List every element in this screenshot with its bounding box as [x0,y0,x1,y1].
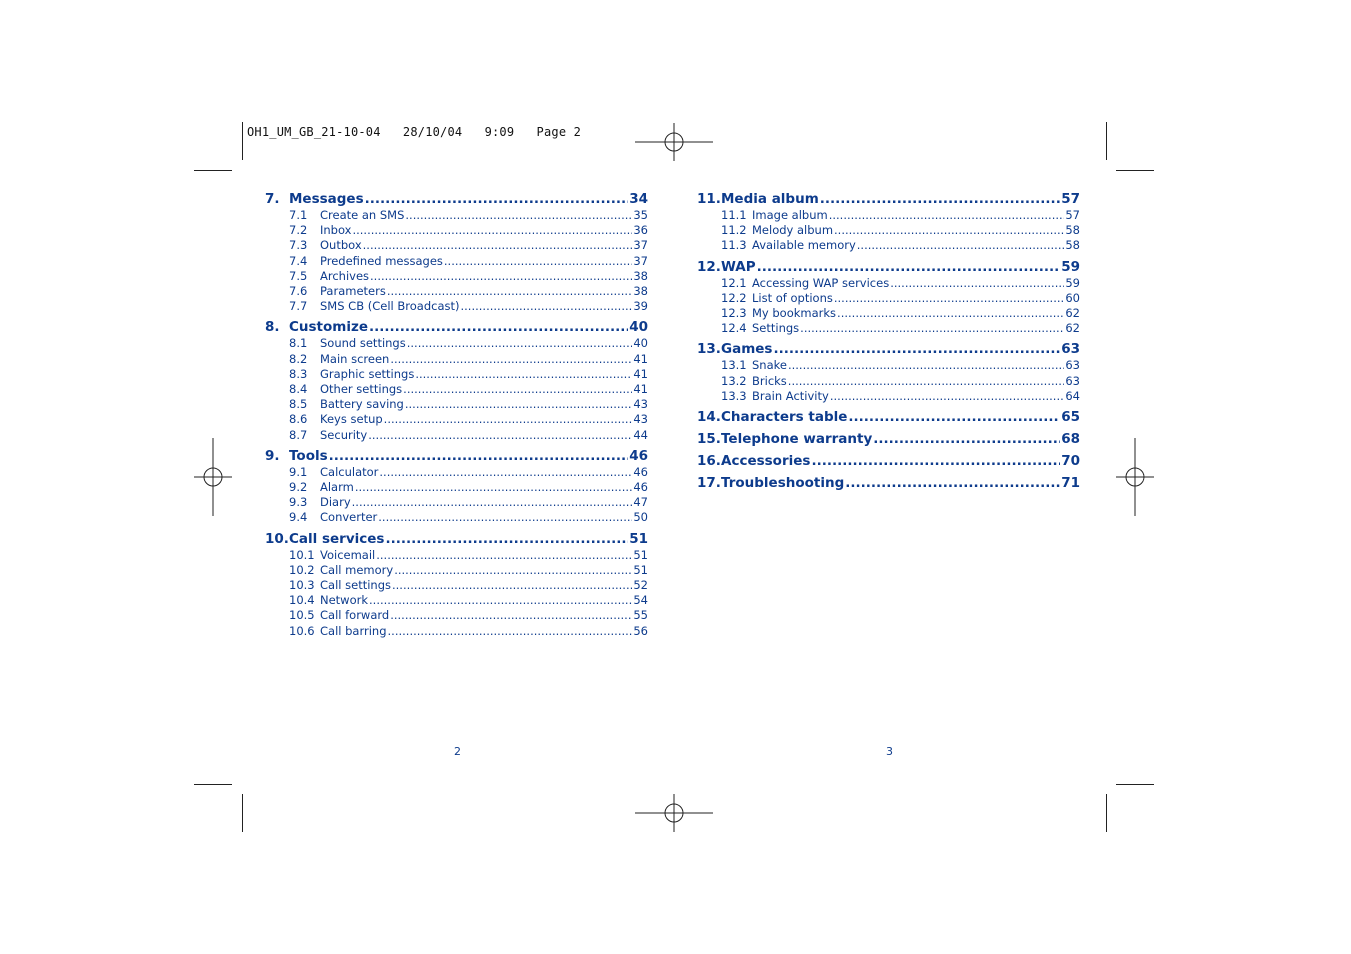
subsection-title: Snake [752,358,787,373]
toc-subsection-entry[interactable] [265,608,648,623]
toc-subsection-entry[interactable] [265,367,648,382]
toc-subsection-entry[interactable] [265,624,648,639]
dot-leader [405,397,633,412]
toc-subsection-entry[interactable] [697,223,1080,238]
subsection-page: 41 [633,382,648,397]
toc-subsection-entry[interactable] [265,299,648,314]
page-number-right: 3 [886,745,893,758]
section-title: Customize [289,319,368,336]
dot-leader [890,276,1064,291]
section-title: Accessories [721,453,811,470]
subsection-number: 7.3 [289,238,308,253]
section-page: 63 [1061,341,1080,358]
subsection-number: 8.6 [289,412,308,427]
subsection-page: 41 [633,366,648,381]
subsection-number: 7.6 [289,284,308,299]
subsection-number: 8.7 [289,427,308,442]
toc-subsection-entry[interactable] [697,208,1080,223]
subsection-page: 40 [633,336,648,351]
subsection-number: 8.1 [289,336,308,351]
dot-leader [837,306,1064,321]
section-page: 70 [1061,453,1080,470]
dot-leader [352,223,632,238]
section-number: 8. [265,319,280,336]
dot-leader [405,208,632,223]
dot-leader [394,563,632,578]
dot-leader [376,548,632,563]
subsection-number: 12.1 [721,275,747,290]
dot-leader [370,269,632,284]
subsection-page: 46 [633,480,648,495]
toc-section-entry[interactable] [697,430,1080,448]
subsection-page: 55 [633,608,648,623]
subsection-number: 9.1 [289,464,308,479]
toc-subsection-entry[interactable] [265,480,648,495]
dot-leader [820,190,1060,208]
toc-subsection-entry[interactable] [265,208,648,223]
subsection-title: Keys setup [320,412,383,427]
section-page: 57 [1061,191,1080,207]
subsection-page: 51 [633,547,648,562]
subsection-title: Converter [320,510,378,525]
subsection-title: Security [320,427,368,442]
toc-subsection-entry[interactable] [697,321,1080,336]
subsection-title: Inbox [320,223,352,238]
dot-leader [329,447,629,465]
subsection-page: 54 [633,593,648,608]
dot-leader [444,254,632,269]
subsection-number: 9.2 [289,480,308,495]
toc-subsection-entry[interactable] [265,397,648,412]
subsection-title: Voicemail [320,547,376,562]
toc-subsection-entry[interactable] [697,276,1080,291]
subsection-title: Graphic settings [320,366,415,381]
toc-subsection-entry[interactable] [265,269,648,284]
subsection-title: Parameters [320,284,386,299]
section-number: 9. [265,447,280,464]
subsection-page: 35 [633,208,648,222]
subsection-number: 7.4 [289,253,308,268]
subsection-title: Call memory [320,562,394,577]
subsection-page: 36 [633,223,648,238]
dot-leader [773,340,1060,358]
section-title: Telephone warranty [721,431,873,448]
section-page: 71 [1061,475,1080,492]
subsection-title: Accessing WAP services [752,275,890,290]
toc-subsection-entry[interactable] [265,495,648,510]
subsection-number: 13.2 [721,373,747,388]
toc-section-entry[interactable] [697,452,1080,470]
subsection-number: 10.6 [289,623,315,638]
toc-subsection-entry[interactable] [697,291,1080,306]
subsection-number: 10.3 [289,578,315,593]
subsection-title: Call forward [320,608,390,623]
registration-mark-icon [635,103,713,181]
section-page: 65 [1061,409,1080,426]
dot-leader [378,510,632,525]
subsection-number: 12.3 [721,306,747,321]
registration-mark-icon [174,438,252,516]
section-number: 15. [697,431,721,448]
crop-mark [242,122,243,160]
section-number: 11. [697,191,721,207]
toc-subsection-entry[interactable] [265,254,648,269]
subsection-title: Alarm [320,480,354,495]
subsection-page: 56 [633,623,648,638]
subsection-title: Battery saving [320,397,404,412]
dot-leader [407,336,633,351]
subsection-page: 52 [633,578,648,593]
section-number: 13. [697,341,721,358]
dot-leader [355,480,633,495]
subsection-number: 11.1 [721,208,747,222]
dot-leader [368,428,632,443]
dot-leader [384,412,633,427]
dot-leader [834,223,1064,238]
dot-leader [788,358,1064,373]
toc-section-entry[interactable] [697,474,1080,492]
subsection-title: Available memory [752,238,856,253]
dot-leader [392,578,632,593]
dot-leader [369,318,628,336]
registration-mark-icon [1096,438,1174,516]
section-title: Call services [289,530,385,547]
subsection-number: 7.5 [289,268,308,283]
subsection-page: 37 [633,238,648,253]
dot-leader [829,208,1065,223]
subsection-title: Predefined messages [320,253,443,268]
subsection-page: 37 [633,253,648,268]
subsection-page: 60 [1065,290,1080,305]
subsection-title: Archives [320,268,370,283]
dot-leader [845,474,1060,492]
subsection-page: 64 [1065,388,1080,403]
subsection-page: 57 [1065,208,1080,222]
toc-subsection-entry[interactable] [265,382,648,397]
subsection-title: List of options [752,290,833,305]
subsection-number: 8.5 [289,397,308,412]
dot-leader [365,190,629,208]
toc-subsection-entry[interactable] [265,548,648,563]
section-page: 59 [1061,258,1080,275]
subsection-number: 7.7 [289,299,308,314]
subsection-page: 63 [1065,358,1080,373]
subsection-number: 10.2 [289,562,315,577]
subsection-title: Other settings [320,382,403,397]
subsection-page: 39 [633,299,648,314]
subsection-title: SMS CB (Cell Broadcast) [320,299,460,314]
subsection-title: Create an SMS [320,208,405,222]
crop-mark [1116,784,1154,785]
subsection-page: 62 [1065,321,1080,336]
print-slug-header: OH1_UM_GB_21-10-04 28/10/04 9:09 Page 2 [247,125,582,139]
toc-section-entry[interactable] [265,318,648,336]
section-page: 51 [629,530,648,547]
subsection-page: 50 [633,510,648,525]
toc-subsection-entry[interactable] [697,389,1080,404]
toc-subsection-entry[interactable] [265,428,648,443]
subsection-page: 59 [1065,275,1080,290]
dot-leader [811,452,1060,470]
subsection-title: Main screen [320,351,390,366]
toc-section-entry[interactable] [265,190,648,208]
toc-subsection-entry[interactable] [265,412,648,427]
section-title: Characters table [721,409,848,426]
toc-left-column [265,190,648,639]
section-number: 14. [697,409,721,426]
section-title: Messages [289,191,364,207]
subsection-number: 13.3 [721,388,747,403]
subsection-title: Settings [752,321,800,336]
page-number-left: 2 [454,745,461,758]
subsection-number: 9.3 [289,495,308,510]
toc-subsection-entry[interactable] [265,352,648,367]
dot-leader [403,382,632,397]
toc-subsection-entry[interactable] [265,223,648,238]
toc-subsection-entry[interactable] [265,563,648,578]
subsection-number: 8.3 [289,366,308,381]
toc-subsection-entry[interactable] [265,284,648,299]
subsection-title: Image album [752,208,828,222]
subsection-page: 38 [633,284,648,299]
subsection-page: 44 [633,427,648,442]
dot-leader [390,608,632,623]
subsection-number: 11.3 [721,238,747,253]
toc-subsection-entry[interactable] [697,374,1080,389]
subsection-number: 10.5 [289,608,315,623]
subsection-title: Outbox [320,238,362,253]
dot-leader [834,291,1065,306]
toc-right-column [697,190,1080,492]
subsection-number: 10.4 [289,593,315,608]
toc-section-entry[interactable] [697,190,1080,208]
crop-mark [242,794,243,832]
toc-section-entry[interactable] [697,408,1080,426]
section-title: Tools [289,447,328,464]
subsection-page: 47 [633,495,648,510]
subsection-page: 41 [633,351,648,366]
dot-leader [369,593,632,608]
subsection-number: 9.4 [289,510,308,525]
dot-leader [857,238,1065,253]
toc-subsection-entry[interactable] [697,238,1080,253]
subsection-page: 51 [633,562,648,577]
subsection-title: Sound settings [320,336,406,351]
dot-leader [800,321,1064,336]
crop-mark [194,170,232,171]
registration-mark-icon [635,774,713,852]
section-page: 46 [629,447,648,464]
dot-leader [388,624,633,639]
crop-mark [1106,794,1107,832]
subsection-page: 43 [633,412,648,427]
section-page: 34 [629,191,648,207]
section-page: 40 [629,319,648,336]
subsection-page: 58 [1065,238,1080,253]
subsection-number: 7.1 [289,208,308,222]
subsection-page: 46 [633,464,648,479]
toc-section-entry[interactable] [265,447,648,465]
subsection-number: 8.4 [289,382,308,397]
toc-subsection-entry[interactable] [265,593,648,608]
dot-leader [390,352,632,367]
section-number: 16. [697,453,721,470]
subsection-number: 12.2 [721,290,747,305]
subsection-title: My bookmarks [752,306,837,321]
dot-leader [873,430,1060,448]
toc-section-entry[interactable] [697,340,1080,358]
subsection-number: 10.1 [289,547,315,562]
subsection-page: 38 [633,268,648,283]
subsection-page: 58 [1065,223,1080,238]
dot-leader [830,389,1065,404]
subsection-title: Calculator [320,464,379,479]
subsection-title: Call barring [320,623,387,638]
section-title: WAP [721,258,756,275]
dot-leader [848,408,1060,426]
subsection-title: Call settings [320,578,391,593]
toc-subsection-entry[interactable] [697,358,1080,373]
subsection-title: Diary [320,495,351,510]
subsection-number: 13.1 [721,358,747,373]
subsection-title: Melody album [752,223,834,238]
toc-subsection-entry[interactable] [697,306,1080,321]
section-number: 17. [697,475,721,492]
toc-subsection-entry[interactable] [265,238,648,253]
subsection-number: 8.2 [289,351,308,366]
subsection-number: 7.2 [289,223,308,238]
section-number: 12. [697,258,721,275]
toc-subsection-entry[interactable] [265,578,648,593]
section-number: 7. [265,191,280,207]
dot-leader [415,367,632,382]
subsection-number: 11.2 [721,223,747,238]
section-title: Games [721,341,773,358]
dot-leader [352,495,633,510]
subsection-number: 12.4 [721,321,747,336]
crop-mark [1116,170,1154,171]
dot-leader [385,530,628,548]
subsection-title: Bricks [752,373,787,388]
toc-subsection-entry[interactable] [265,336,648,351]
dot-leader [757,258,1061,276]
crop-mark [1106,122,1107,160]
subsection-page: 62 [1065,306,1080,321]
section-title: Troubleshooting [721,475,845,492]
subsection-title: Brain Activity [752,388,829,403]
section-number: 10. [265,530,289,547]
dot-leader [363,238,633,253]
crop-mark [194,784,232,785]
subsection-page: 43 [633,397,648,412]
dot-leader [461,299,633,314]
dot-leader [387,284,633,299]
section-page: 68 [1061,431,1080,448]
subsection-title: Network [320,593,369,608]
toc-section-entry[interactable] [265,530,648,548]
toc-subsection-entry[interactable] [265,510,648,525]
dot-leader [379,465,632,480]
toc-section-entry[interactable] [697,258,1080,276]
toc-subsection-entry[interactable] [265,465,648,480]
subsection-page: 63 [1065,373,1080,388]
dot-leader [788,374,1065,389]
section-title: Media album [721,191,819,207]
